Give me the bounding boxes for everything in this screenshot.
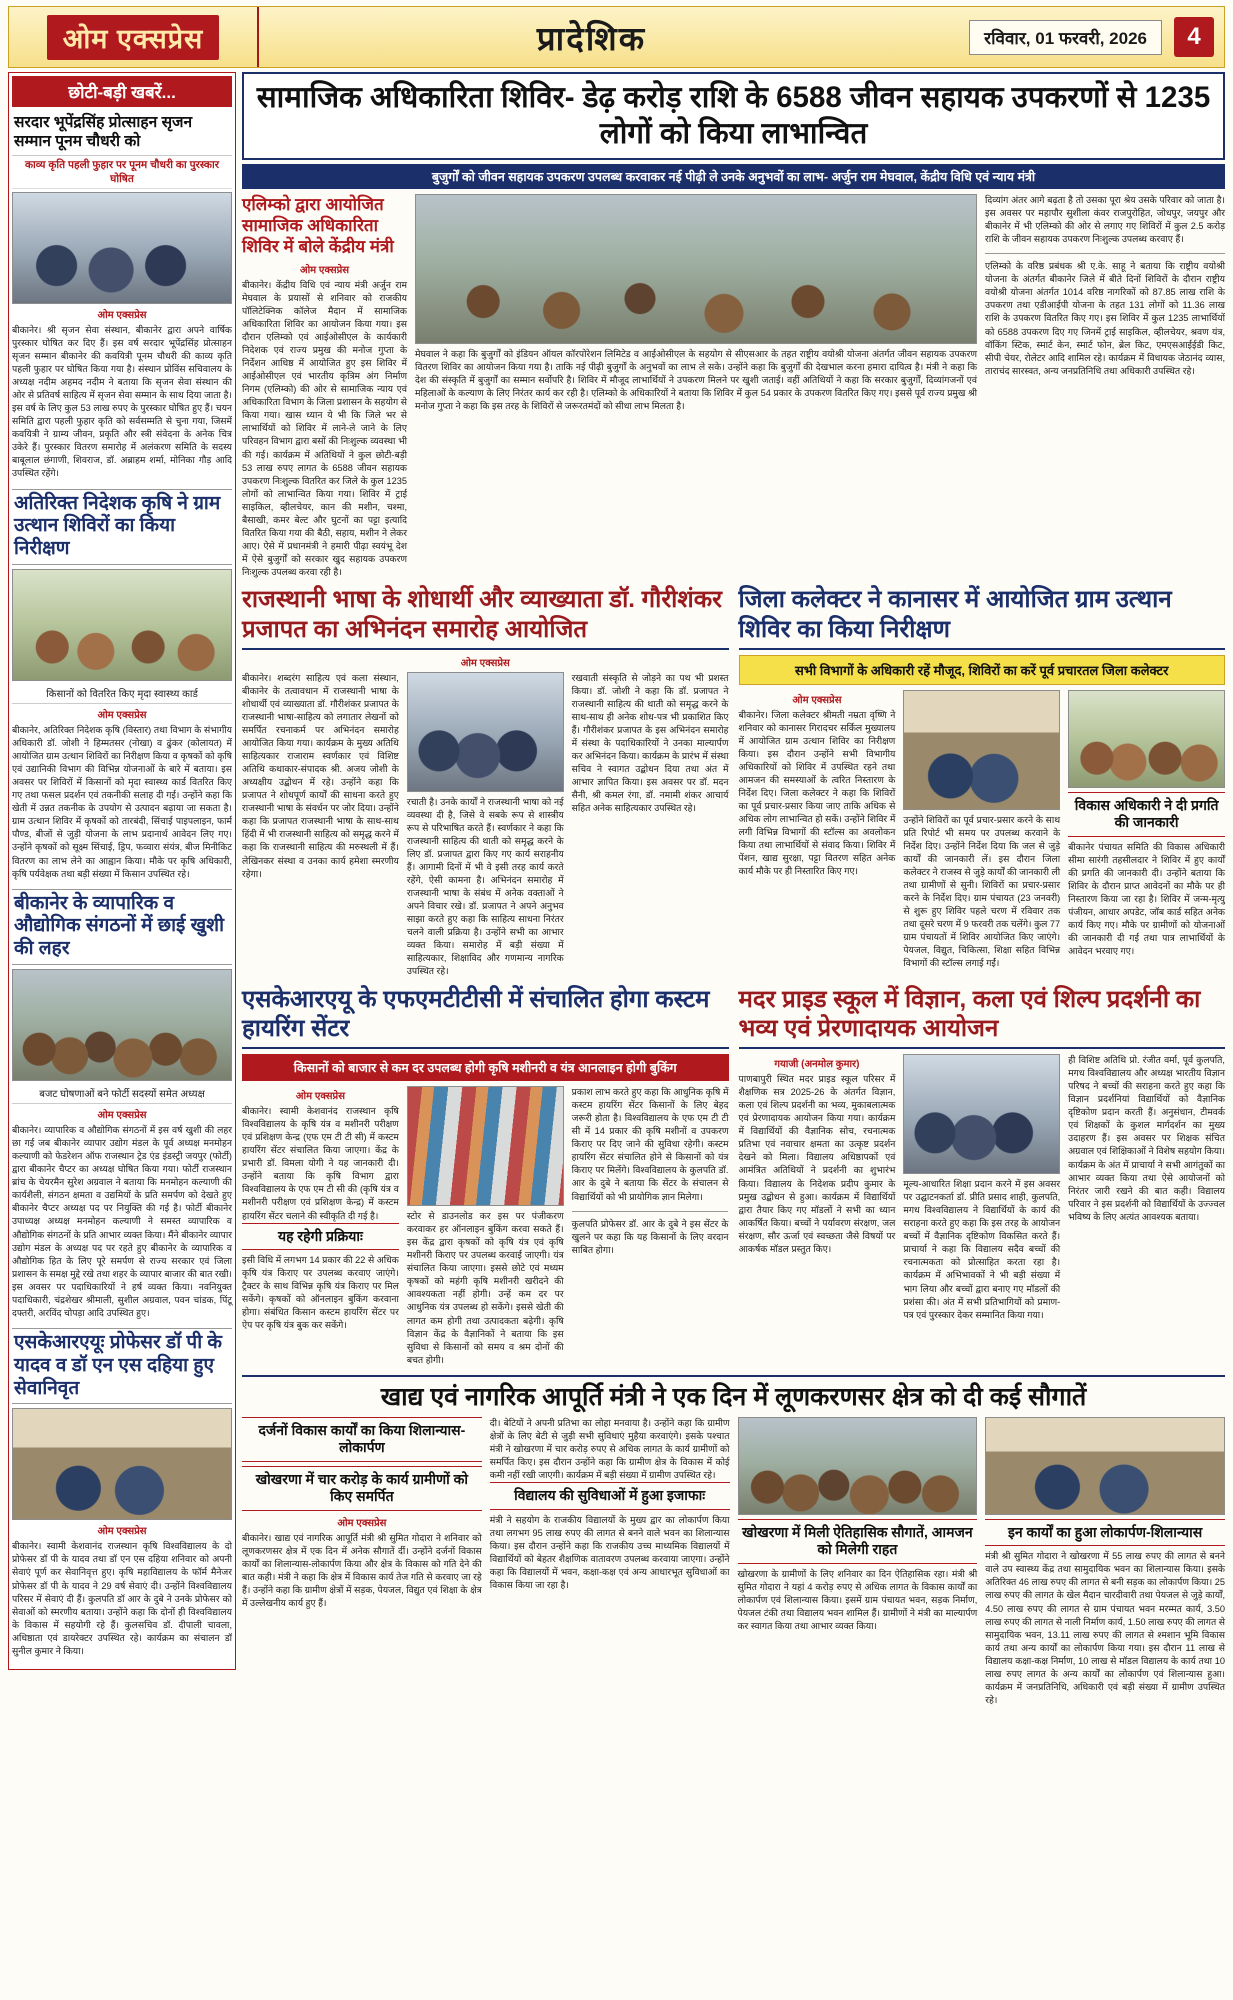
lead-kicker: एलिम्को द्वारा आयोजित सामाजिक अधिकारिता शिविर में बोले केंद्रीय मंत्री: [242, 194, 394, 257]
bottom-col-2: [490, 1417, 730, 1707]
photo-caption: किसानों को वितरित किए मृदा स्वास्थ्य कार्ड: [12, 684, 232, 704]
lead-body-1: बीकानेर। केंद्रीय विधि एवं न्याय मंत्री अर्जुन राम मेघवाल के प्रयासों से शनिवार को राजकीय पॉलिटेक्निक कॉलेज मैदान में सामाजिक अधिकारिता शिविर का आयोजन किया गया। इस दौरान एलिम्को एवं आईओसीएल के कार्यकारी निदेशक एवं राज्य प्रमुख की मनोज गुप्ता के निर्देशन आधिष्ठ में आयोजित हुए इस शिविर में आईओसीएल एवं भारतीय कृत्रिम अंग निर्माण निगम (एलिम्को) की ओर से सामाजिक न्याय एवं अधिकारिता विभाग के जिला प्रशासन के सहयोग से किया गया। खास ध्यान ये भी कि जिले भर से लाभार्थियों को शिविर में लाने-ले जाने के लिए परिवहन विभाग द्वारा बसों की निःशुल्क व्यवस्था भी की गई। कार्यक्रम में अतिथियों ने कुल छोटी-बड़ी 53 लाख रुपए लागत के 6588 जीवन सहायक उपकरण निःशुल्क वितरित कर जिले के कुल 1235 लोगों को लाभान्वित किया गया। शिविर में ट्राई साइकिल, व्हीलचेयर, कान की मशीन, चश्मा, बैसाखी, कमर बेल्ट और घुटनों का पट्टा इत्यादि वितरित किया गया की बैठी, सहाय, मशीन ने लेकर आए। ऐसे में प्रधानमंत्री ने हमारी पीढ़ा स्वयंभू देश में ऐसे बुजुर्गों को सरकार खुद सहायक उपकरण निःशुल्क उपलब्ध करवा रही है।: [242, 279, 407, 578]
story-photo: [12, 1408, 232, 1520]
story-skrau-columns: [242, 1086, 729, 1367]
story-collector-ribbon: सभी विभागों के अधिकारी रहें मौजूद, शिविरों का करें पूर्व प्रचारतल जिला कलेक्टर: [739, 655, 1226, 685]
masthead-logo-area: [9, 7, 259, 67]
story-language-col-2: [407, 672, 564, 979]
lead-body-3b: एलिम्को के वरिष्ठ प्रबंधक श्री ए.के. साहू ने बताया कि राष्ट्रीय वयोश्री योजना के अंतर्गत बीकानेर जिले में बीते दिनों शिविरों के दौरान राष्ट्रीय वयोश्री योजना अंतर्गत 1014 वरिष्ठ नागरिकों को 87.85 लाख राशि के उपकरण तथा एडीआईपी योजना के तहत 131 लोगों को 11.36 लाख राशि के उपकरण वितरित किए गए। इस शिविर में कुल 1235 लाभार्थियों को 6588 उपकरण दिए गए जिनमें ट्राई साइकिल, व्हीलचेयर, श्रवण यंत्र, वॉकिंग स्टिक, स्मार्ट केन, स्मार्ट फोन, ब्रेल किट, एमएसआईईडी किट, सीपी चेयर, रोलेटर आदि शामिल रहे। कार्यक्रम में विधायक जेठानंद व्यास, ताराचंद सारस्वत, अन्य जनप्रतिनिधि तथा अधिकारी उपस्थित रहे।: [985, 261, 1225, 376]
story-skrau-col-1: [242, 1086, 399, 1367]
story-collector-body-1: बीकानेर। जिला कलेक्टर श्रीमती नम्रता वृष्णि ने शनिवार को कानासर गिरादचर सर्किल मुख्यालय में आयोजित ग्राम उत्थान शिविर का निरीक्षण किया। इस दौरान उन्होंने सभी विभागीय अधिकारियों को शिविर में उपस्थित रहने तथा आमजन की समस्याओं के त्वरित निस्तारण के निर्देश दिए। जिला कलेक्टर ने कहा कि शिविरों का पूर्व प्रचार-प्रसार किया जाए ताकि अधिक से अधिक लोग लाभान्वित हो सकें। उन्होंने शिविर में लगी विभिन्न विभागों की स्टॉल्स का अवलोकन किया तथा लाभार्थियों से संवाद किया। शिविर में पेंशन, खाद्य सुरक्षा, पट्टा वितरण सहित अनेक कार्य मौके पर ही निस्तारित किए गए।: [738, 709, 896, 877]
story-photo: [12, 569, 232, 681]
bottom-col-3: [738, 1417, 978, 1707]
bottom-subhead-5: इन कार्यों का हुआ लोकार्पण-शिलान्यास: [985, 1519, 1225, 1547]
story-school-columns: [739, 1054, 1226, 1322]
photo-caption: बजट घोषणाओं बने फोर्टी सदस्यों समेत अध्यक्ष: [12, 1084, 232, 1104]
story-collector-subhead: विकास अधिकारी ने दी प्रगति की जानकारी: [1068, 792, 1225, 837]
bottom-col-4: [985, 1417, 1225, 1707]
rail-story-title: बीकानेर के व्यापारिक व औद्योगिक संगठनों में छाई खुशी की लहर: [12, 889, 232, 965]
story-skrau-ribbon: किसानों को बाजार से कम दर उपलब्ध होगी कृषि मशीनरी व यंत्र आनलाइन होगी बुकिंग: [242, 1054, 729, 1081]
story-school-col-1: [739, 1054, 896, 1322]
lead-headline: सामाजिक अधिकारिता शिविर- डेढ़ करोड़ राशि के 6588 जीवन सहायक उपकरणों से 1235 लोगों को किया लाभान्वित: [256, 81, 1211, 150]
story-skrau-col-3: [572, 1086, 729, 1367]
byline: ओम एक्सप्रेस: [97, 709, 147, 721]
story-collector-body-3: बीकानेर पंचायत समिति की विकास अधिकारी सीमा सारंगी तहसीलदार ने शिविर में हुए कार्यों की प्रगति की जानकारी दी। उन्होंने बताया कि शिविर के दौरान प्राप्त आवेदनों का मौके पर ही निस्तारण किया जा रहा है। शिविर में जन्म-मृत्यु पंजीयन, आधार अपडेट, जॉब कार्ड सहित अनेक कार्य किए गए। मौके पर ग्रामीणों को योजनाओं की जानकारी दी गई तथा पात्र लाभार्थियों के आवेदन भरवाए गए।: [1068, 841, 1225, 957]
middle-row: [242, 585, 1225, 978]
rail-story-1: [12, 111, 232, 481]
story-language-body-1: बीकानेर। शब्दरंग साहित्य एवं कला संस्थान, बीकानेर के तत्वावधान में राजस्थानी भाषा के शोधार्थी एवं व्याख्याता डॉ. गौरीशंकर प्रजापत के राजस्थानी भाषा-साहित्य को लगातार लेखनों को समर्पित रचनाकर्म पर अभिनंदन समारोह आयोजित किया गया। कार्यक्रम के मुख्य अतिथि साहित्यकार राजाराम स्वर्णकार एवं विशिष्ट अतिथि कथाकार-संपादक श्री. अजय जोशी के अध्यक्षीय उद्बोधन में रहे। उन्होंने कहा कि प्रजापत ने शोधपूर्ण कार्यों की साधना करते हुए राजस्थानी भाषा के संवर्धन पर जोर दिया। उन्होंने कहा कि प्रजापत राजस्थानी भाषा के साथ-साथ हिंदी में भी राजस्थानी साहित्य को समृद्ध करने में कहा कि राजस्थानी साहित्य की मरुस्थली में हैं। लेखिनकर संस्था व उनका कार्य हमेशा स्मरणीय रहेगा।: [242, 672, 399, 879]
story-skrau-body-1: बीकानेर। स्वामी केशवानंद राजस्थान कृषि विश्वविद्यालय के कृषि यंत्र व मशीनरी परीक्षण एवं प्रशिक्षण केन्द्र (एफ एम टी टी सी) में कस्टम हायरिंग सेंटर संचालित किया जाएगा। केंद्र के प्रभारी डॉ. विमला योगी ने यह जानकारी दी। उन्होंने बताया कि कृषि विभाग द्वारा विश्वविद्यालय के एफ एम टी सी की (कृषि यंत्र व मशीनरी परीक्षण एवं प्रशिक्षण केन्द्र) में कस्टम हायरिंग सेंटर चलाने की स्वीकृति दी गई है।: [242, 1106, 399, 1221]
story-collector-col-2: [903, 690, 1060, 971]
middle-row-2: [242, 985, 1225, 1367]
story-school: [739, 985, 1226, 1367]
story-skrau-body-2: स्टोर से डाउनलोड कर इस पर पंजीकरण करवाकर हर ऑनलाइन बुकिंग करवा सकते हैं। इस केंद्र द्वारा कृषकों को कृषि यंत्र एवं कृषि मशीनरी किराए पर उपलब्ध करवाई जाएगी। यंत्र संचालित किया जाएगा। इससे छोटे एवं मध्यम कृषकों को महंगी कृषि मशीनरी खरीदने की आवश्यकता नहीं होगी। उन्हें कम दर पर आधुनिक यंत्र उपलब्ध हो सकेंगे। इससे खेती की लागत कम होगी तथा उत्पादकता बढ़ेगी। कृषि विज्ञान केंद्र के वैज्ञानिकों ने बताया कि इस सुविधा से किसानों को समय व श्रम दोनों की बचत होगी।: [406, 1211, 564, 1365]
byline: ओम एक्सप्रेस: [299, 264, 350, 276]
story-language-body-2: रचाती है। उनके कार्यों ने राजस्थानी भाषा को नई व्यवस्था दी है, जिसे वे सबके रूप से शास्त्रीय रूप से परिभाषित करते हैं। स्वर्णकार ने कहा कि राजस्थानी साहित्य की थाती को समृद्ध करने के लिए डॉ. प्रजापत द्वारा किए गए कार्य सराहनीय हैं। आगामी दिनों में भी वे इसी तरह कार्य करते रहेंगे, ऐसी कामना है। अभिनंदन समारोह में राजस्थानी भाषा के संबंध में अनेक वक्ताओं ने अपने विचार रखे। डॉ. प्रजापत ने अपने अनुभव साझा करते हुए कहा कि साहित्य साधना निरंतर चलने वाली प्रक्रिया है। उन्होंने सभी का आभार व्यक्त किया। समारोह में बड़ी संख्या में साहित्यकार, शिक्षाविद और गणमान्य नागरिक उपस्थित रहे।: [406, 796, 564, 977]
story-school-body-1: पाणबापुरी स्थित मदर प्राइड स्कूल परिसर में शैक्षणिक सत्र 2025-26 के अंतर्गत विज्ञान, कला एवं शिल्प प्रदर्शनी का भव्य, मुकाबलात्मक एवं प्रेरणादायक आयोजन किया गया। कार्यक्रम में विद्यार्थियों की वैज्ञानिक सोच, रचनात्मक प्रतिभा एवं नवाचार क्षमता का उत्कृष्ट प्रदर्शन देखने को मिला। विद्यालय अधिष्ठापकों एवं आमंत्रित अतिथियों ने प्रदर्शनी का शुभारंभ किया। विद्यालय के निदेशक प्रदीप कुमार के प्रमुख उद्बोधन से हुआ। कार्यक्रम में विद्यार्थियों द्वारा तैयार किए गए मॉडलों ने सभी का ध्यान आकर्षित किया। बच्चों ने पर्यावरण संरक्षण, जल संरक्षण, सौर ऊर्जा एवं स्वच्छता जैसे विषयों पर आकर्षक मॉडल प्रस्तुत किए।: [738, 1074, 896, 1254]
page-number: 4: [1174, 17, 1214, 57]
story-collector-body-2: उन्होंने शिविरों का पूर्व प्रचार-प्रसार करने के साथ प्रति रिपोर्ट भी समय पर उपलब्ध करवाने के निर्देश दिए। उन्होंने निर्देश दिया कि जल से जुड़े कार्यों की जानकारी लें। इस दौरान जिला कलेक्टर ने राजस्व से जुड़े कार्यों की जानकारी ली तथा ग्रामीणों से सुनी। शिविरों का प्रचार-प्रसार करने के निर्देश दिए। ग्राम पंचायत (23 जनवरी) से शुरू हुए शिविर पहले चरण में रविवार तक तथा दूसरे चरण में 9 फरवरी तक चलेंगे। कुल 77 ग्राम पंचायतों में शिविर आयोजित किए जाएंगे। पेयजल, विद्युत, चिकित्सा, शिक्षा सहित विभिन्न विभागों की स्टॉल्स लगाई गईं।: [903, 814, 1061, 969]
story-collector-col-3: [1068, 690, 1225, 971]
bottom-subhead-1: दर्जनों विकास कार्यों का किया शिलान्यास-लोकार्पण: [242, 1417, 482, 1462]
rail-heading: छोटी-बड़ी खबरें...: [12, 76, 232, 107]
byline: ओम एक्सप्रेस: [460, 657, 510, 669]
bottom-story-title: खाद्य एवं नागरिक आपूर्ति मंत्री ने एक दिन में लूणकरणसर क्षेत्र को दी कई सौगातें: [380, 1382, 1087, 1411]
story-photo: [903, 690, 1060, 810]
rail-story-subtitle: काव्य कृति पहली फुहार पर पूनम चौधरी का पुरस्कार घोषित: [12, 156, 232, 189]
story-skrau-col-2: [407, 1086, 564, 1367]
bottom-body-4: मंत्री श्री सुमित गोदारा ने खोखरणा में 55 लाख रुपए की लागत से बनने वाले उप स्वास्थ्य केंद्र तथा सामुदायिक भवन का शिलान्यास किया। इसके अतिरिक्त 46 लाख रुपए की लागत से बनी सड़क का लोकार्पण किया। 25 लाख रुपए की लागत के खेल मैदान चारदीवारी तथा पेयजल से जुड़े कार्यों, 4.50 लाख रुपए की लागत से ग्राम पंचायत भवन मरम्मत कार्य, 3.50 लाख रुपए की लागत से नाली निर्माण कार्य, 1.50 लाख रुपए की लागत से सामुदायिक भवन, 13.11 लाख रुपए की लागत से श्मशान भूमि विकास कार्य तथा अन्य कार्यों का लोकार्पण किया गया। इस दौरान 11 लाख से विद्यालय कक्षा-कक्ष निर्माण, 10 लाख से मॉडल विद्यालय के कार्य तथा 10 लाख रुपए लागत के अन्य कार्यों का लोकार्पण एवं शिलान्यास हुआ। कार्यक्रम में जनप्रतिनिधि, अधिकारी एवं बड़ी संख्या में ग्रामीण उपस्थित रहे।: [985, 1551, 1225, 1705]
rail-story-title: अतिरिक्त निदेशक कृषि ने ग्राम उत्थान शिविरों का किया निरीक्षण: [12, 489, 232, 565]
story-collector-columns: [739, 690, 1226, 971]
section-title: प्रादेशिक: [536, 19, 647, 57]
rail-story-title: एसकेआरएयूः प्रोफेसर डॉ पी के यादव व डॉ एन एस दहिया हुए सेवानिवृत: [12, 1328, 232, 1404]
byline: गयाजी (अनमोल कुमार): [774, 1059, 860, 1071]
rail-story-body: बीकानेर। स्वामी केशवानंद राजस्थान कृषि विश्वविद्यालय के दो प्रोफेसर डॉ पी के यादव तथा डॉ एन एस दहिया शनिवार को अपनी सेवाएं पूर्ण कर सेवानिवृत्त हुए। कृषि महाविद्यालय के फॉर्म मैनेजर प्रोफेसर डॉ पी के यादव ने 29 वर्ष सेवाएं दी। उन्होंने विश्वविद्यालय परिसर में सेवाएं दी हैं। कुलपति डॉ आर के दुबे ने उनके प्रोफेसर को सेवाओं को स्मरणीय बताया। उन्होंने कहा कि दोनों ही विश्वविद्यालय के विकास में सहयोगी रहे हैं। कुलसचिव डॉ. दीपाली चावला, अधिष्ठाता एवं डायरेक्टर उपस्थित रहे। कार्यक्रम का संचालन डॉ सुनील कुमार ने किया।: [12, 1541, 232, 1656]
story-photo: [738, 1417, 978, 1515]
story-language-body-3: रखवाती संस्कृति से जोड़ने का पथ भी प्रशस्त किया। डॉ. जोशी ने कहा कि डॉ. प्रजापत ने राजस्थानी साहित्य की थाती को समृद्ध करने के साथ-साथ ही अनेक शोध-पत्र भी प्रकाशित किए हैं। गौरीशंकर प्रजापत के इस अभिनंदन समारोह में संस्था के पदाधिकारियों ने उनका माल्यार्पण कर अभिनंदन किया। कार्यक्रम के प्रारंभ में संस्था सचिव ने स्वागत उद्बोधन दिया तथा अंत में आभार ज्ञापित किया। इस अवसर पर डॉ. मदन सैनी, श्री कमल रंगा, डॉ. नमामी शंकर आचार्य सहित अनेक साहित्यकार उपस्थित रहे।: [571, 672, 729, 814]
story-skrau: [242, 985, 729, 1367]
story-skrau-body-3: प्रकाश लाभ करते हुए कहा कि आधुनिक कृषि में कस्टम हायरिंग सेंटर किसानों के लिए बेहद जरूरी होता है। विश्वविद्यालय के एफ एम टी टी सी में 14 प्रकार की कृषि मशीनों व उपकरण किराए पर दिए जाने की सुविधा रहेगी। कस्टम हायरिंग सेंटर संचालित होने से किसानों को यंत्र किराए पर मिलेंगे। विश्वविद्यालय के कुलपति डॉ. आर के दुबे ने बताया कि सेंटर के संचालन से विद्यार्थियों को भी प्रायोगिक ज्ञान मिलेगा।: [571, 1087, 729, 1202]
lead-col-1: [242, 194, 407, 579]
story-photo: [407, 1086, 564, 1206]
lead-photo: [415, 194, 977, 344]
bottom-subhead-4: खोखरणा में मिली ऐतिहासिक सौगातें, आमजन को मिलेगी राहत: [738, 1519, 978, 1564]
bottom-body-2b: मंत्री ने सहयोग के राजकीय विद्यालयों के मुख्य द्वार का लोकार्पण किया तथा लगभग 95 लाख रुपए की लागत से बनने वाले भवन का शिलान्यास किया। इस दौरान उन्होंने कहा कि राजकीय उच्च माध्यमिक विद्यालयों में विद्यार्थियों को बेहतर शैक्षणिक वातावरण उपलब्ध करवाया जाएगा। उन्होंने कहा कि विद्यालयों में भवन, कक्षा-कक्ष एवं अन्य आधारभूत सुविधाओं का विकास किया जा रहा है।: [489, 1514, 730, 1590]
story-collector-col-1: [739, 690, 896, 971]
rail-story-3: [12, 889, 232, 1320]
lead-body-2: मेघवाल ने कहा कि बुजुर्गों को इंडियन ऑयल कॉरपोरेशन लिमिटेड व आईओसीएल के सहयोग से सीएसआर के तहत राष्ट्रीय वयोश्री योजना अंतर्गत जीवन सहायक उपकरण वितरण शिविर का आयोजन किया गया है। ताकि नई पीढ़ी बुजुर्गों के अनुभवों का लाभ ले सके। उन्होंने कहा कि बुजुर्गों की देखभाल करना हमारा दायित्व है। मंत्री ने कहा कि देश की संस्कृति में बुजुर्गों का सम्मान सर्वोपरि है। शिविर में मौजूद लाभार्थियों ने उपकरण मिलने पर खुशी जताई। वहीं अतिथियों ने कहा कि सरकार बुजुर्गों, दिव्यांगजनों एवं महिलाओं के कल्याण के लिए निरंतर कार्य कर रही है। एलिम्को के अधिकारियों ने बताया कि शिविर में कुल 54 प्रकार के उपकरण वितरित किए गए। इससे पूर्व राज्य प्रमुख श्री मनोज गुप्ता ने कहा कि इस तरह के शिविरों से जरूरतमंदों को सीधा लाभ मिलता है।: [415, 348, 977, 412]
bottom-body-1: बीकानेर। खाद्य एवं नागरिक आपूर्ति मंत्री श्री सुमित गोदारा ने शनिवार को लूणकरणसर क्षेत्र में एक दिन में अनेक सौगातें दीं। उन्होंने दर्जनों विकास कार्यों का शिलान्यास-लोकार्पण किया और क्षेत्र के विकास को गति देने की बात कही। मंत्री ने कहा कि क्षेत्र में विकास कार्य तेज गति से करवाए जा रहे हैं। उन्होंने कहा कि ग्रामीण क्षेत्रों में सड़क, पेयजल, विद्युत एवं शिक्षा के क्षेत्र में उल्लेखनीय कार्य हुए हैं।: [242, 1532, 482, 1609]
story-school-body-3: ही विशिष्ट अतिथि प्रो. रंजीत वर्मा, पूर्व कुलपति, मगध विश्वविद्यालय और अध्यक्ष भारतीय विज्ञान परिषद ने बच्चों की सराहना करते हुए कहा कि विज्ञान प्रदर्शनियां विद्यार्थियों को वैज्ञानिक दृष्टिकोण प्रदान करती हैं। अनुसंधान, टीमवर्क एवं शिक्षकों के कुशल मार्गदर्शन का मुख्य उदाहरण हैं। इस अवसर पर शिक्षक संचित अग्रवाल एवं शिक्षिकाओं ने विशेष सहयोग किया। कार्यक्रम के अंत में प्राचार्या ने सभी आगंतुकों का आभार व्यक्त किया तथा ऐसे आयोजनों को निरंतर जारी रखने की बात कही। विद्यालय परिवार ने इस प्रदर्शनी को विद्यार्थियों के उज्ज्वल भविष्य के लिए अत्यंत आवश्यक बताया।: [1068, 1055, 1225, 1222]
bottom-col-1: [242, 1417, 482, 1707]
byline: ओम एक्सप्रेस: [337, 1517, 387, 1529]
lead-columns: [242, 194, 1225, 579]
bottom-body-3: खोखरणा के ग्रामीणों के लिए शनिवार का दिन ऐतिहासिक रहा। मंत्री श्री सुमित गोदारा ने यहां 4 करोड़ रुपए से अधिक लागत के विकास कार्यों का लोकार्पण एवं शिलान्यास किया। इसमें ग्राम पंचायत भवन, सड़क निर्माण, पेयजल टंकी तथा विद्यालय भवन शामिल हैं। ग्रामीणों ने मंत्री का माल्यार्पण कर स्वागत किया तथा आभार व्यक्त किया।: [737, 1568, 978, 1632]
story-collector-title: जिला कलेक्टर ने कानासर में आयोजित ग्राम उत्थान शिविर का किया निरीक्षण: [739, 585, 1226, 650]
divider: [985, 253, 1225, 254]
story-photo: [985, 1417, 1225, 1515]
bottom-subhead-3: विद्यालय की सुविधाओं में हुआ इजाफाः: [490, 1482, 730, 1510]
rail-story-body: बीकानेर, अतिरिक्त निदेशक कृषि (विस्तार) तथा विभाग के संभागीय अधिकारी डॉ. जोशी ने हिम्मतसर (नोखा) व ढुंकर (कोलायत) में आयोजित ग्राम उत्थान शिविरों का निरीक्षण किया व कृषकों को कृषि एवं उद्यानिकी विभाग की विभिन्न योजनाओं के बारे में बताया। इस अवसर पर शिविरों में किसानों को मृदा स्वास्थ्य कार्ड वितरित किए गए तथा फसल प्रदर्शन एवं तकनीकी सलाह दी गई। उन्होंने कहा कि खेती में उन्नत तकनीक के उपयोग से उत्पादन बढ़ाया जा सकता है। ग्राम उत्थान शिविर में कृषकों को तारबंदी, सिंचाई पाइपलाइन, फार्म पौण्ड, बीजों से जुड़ी योजना के लाभ प्रदानार्थ आवेदन लिए गए। उन्होंने कृषकों को सूक्ष्म सिंचाई, ड्रिप, फव्वारा संयंत्र, बीज मिनीकिट वितरण का लाभ लेने का आह्वान किया। मौके पर कृषि अधिकारी, कृषि पर्यवेक्षक तथा बड़ी संख्या में किसान उपस्थित रहे।: [12, 724, 232, 879]
story-photo: [903, 1054, 1060, 1174]
rail-story-4: [12, 1328, 232, 1658]
lead-headline-box: [242, 72, 1225, 160]
lead-col-3: [985, 194, 1225, 579]
story-language: [242, 585, 729, 978]
story-collector: [739, 585, 1226, 978]
story-photo: [407, 672, 564, 792]
bottom-body-2: दी। बेटियों ने अपनी प्रतिभा का लोहा मनवाया है। उन्होंने कहा कि ग्रामीण क्षेत्रों के लिए बेटी से जुड़ी सभी सुविधाएं मुहैया करवाएंगे। इसके पश्चात मंत्री ने खोखरणा में चार करोड़ रुपए से अधिक लागत के कार्य ग्रामीणों को समर्पित किए। इस दौरान उन्होंने कहा कि ग्रामीण क्षेत्र के विकास में कोई कमी नहीं रखी जाएगी। कार्यक्रम में बड़ी संख्या में ग्रामीण उपस्थित रहे।: [489, 1417, 730, 1481]
bottom-story: [242, 1375, 1225, 1707]
bottom-story-columns: [242, 1417, 1225, 1707]
story-skrau-subhead: यह रहेगी प्रक्रियाः: [242, 1223, 399, 1251]
story-skrau-title: एसकेआरएयू के एफएमटीटीसी में संचालित होगा कस्टम हायरिंग सेंटर: [242, 985, 729, 1050]
rail-story-title: सरदार भूपेंद्रसिंह प्रोत्साहन सृजन सम्मान पूनम चौधरी को: [12, 111, 232, 156]
masthead-meta: [924, 7, 1224, 67]
story-language-title: राजस्थानी भाषा के शोधार्थी और व्याख्याता डॉ. गौरीशंकर प्रजापत का अभिनंदन समारोह आयोजित: [242, 585, 729, 650]
newspaper-logo: ओम एक्सप्रेस: [47, 15, 220, 60]
lead-col-2: [415, 194, 977, 579]
story-photo: [1068, 690, 1225, 788]
story-school-col-2: [903, 1054, 1060, 1322]
page-content: [8, 72, 1225, 1707]
story-school-body-2: मूल्य-आधारित शिक्षा प्रदान करने में इस अवसर पर उद्घाटनकर्ता डॉ. प्रीति प्रसाद शाही, कुलपति, मगध विश्वविद्यालय ने विद्यार्थियों के कार्य की सराहना करते हुए कहा कि इस तरह के आयोजन बच्चों में वैज्ञानिक दृष्टिकोण विकसित करते हैं। प्राचार्या ने कहा कि विद्यालय सदैव बच्चों की रचनात्मकता को प्रोत्साहित करता रहा है। कार्यक्रम में अभिभावकों ने भी बड़ी संख्या में भाग लिया और बच्चों द्वारा बनाए गए मॉडलों की प्रशंसा की। अंत में सभी प्रतिभागियों को प्रमाण-पत्र एवं पुरस्कार देकर सम्मानित किया गया।: [903, 1179, 1061, 1320]
byline: ओम एक्सप्रेस: [792, 694, 842, 706]
story-language-columns: [242, 672, 729, 979]
story-school-col-3: [1068, 1054, 1225, 1322]
rail-story-2: [12, 489, 232, 881]
rail-story-body: बीकानेर। श्री सृजन सेवा संस्थान, बीकानेर द्वारा अपने वार्षिक पुरस्कार घोषित कर दिए हैं। इस वर्ष सरदार भूपेंद्रसिंह प्रोत्साहन सृजन सम्मान बीकानेर की कवयित्री पूनम चौधरी की काव्य कृति पहली फुहार पर घोषित किया गया है। संस्थान प्रोविंस सचिवालय के अध्यक्ष नदीम अहमद नदीम ने बताया कि सृजन सेवा संस्थान की ओर से प्रतिवर्ष साहित्य में सृजन सेवा सम्मान के साथ दिया जाता है। इस वर्ष के लिए कुल 53 लाख रुपए के पुरस्कार घोषित हुए हैं। चयन समिति द्वारा पहली फुहार कृति को सर्वसम्मति से चुना गया, जिसमें कवयित्री ने ग्राम्य जीवन, प्रकृति और स्त्री संवेदना के अनेक चित्र उकेरे हैं। पुरस्कार वितरण समारोह में अलंकरण समिति के सदस्य बाबूलाल छंगाणी, शिवराज, डॉ. अब्राहम शर्मा, मोनिका गौड़ आदि उपस्थित रहेंगे।: [12, 324, 232, 479]
story-photo: [12, 969, 232, 1081]
main-area: [242, 72, 1225, 1707]
byline: ओम एक्सप्रेस: [97, 309, 147, 321]
divider: [572, 1211, 729, 1212]
left-rail: [8, 72, 236, 1670]
byline: ओम एक्सप्रेस: [295, 1091, 345, 1103]
lead-ribbon: बुजुर्गों को जीवन सहायक उपकरण उपलब्ध करवाकर नई पीढ़ी ले उनके अनुभवों का लाभ- अर्जुन राम मेघवाल, केंद्रीय विधि एवं न्याय मंत्री: [242, 164, 1225, 189]
lead-body-3a: दिव्यांग अंतर आगे बढ़ता है तो उसका पूरा श्रेय उसके परिवार को जाता है। इस अवसर पर महापौर सुशीला कंवर राजपुरोहित, जोधपुर, जयपुर और बीकानेर में भी एलिम्को की ओर से लगाए गए शिविरों में कुल 2.5 करोड़ राशि के जीवन सहायक उपकरण निःशुल्क उपलब्ध करवाए हैं।: [985, 194, 1225, 245]
bottom-subhead-2: खोखरणा में चार करोड़ के कार्य ग्रामीणों को किए समर्पित: [242, 1466, 482, 1511]
masthead: [8, 6, 1225, 68]
story-skrau-body-1b: इसी विधि में लगभग 14 प्रकार की 22 से अधिक कृषि यंत्र किराए पर उपलब्ध करवाए जाएंगे। ट्रैक्टर के साथ विभिन्न कृषि यंत्र किराए पर मिल सकेंगे। कृषकों को ऑनलाइन बुकिंग करवाना होगा। संबंधित किसान कस्टम हायरिंग सेंटर पर ऐप पर कृषि यंत्र बुक कर सकेंगे।: [242, 1255, 399, 1331]
rail-story-body: बीकानेर। व्यापारिक व औद्योगिक संगठनों में इस वर्ष खुशी की लहर छा गई जब बीकानेर व्यापार उद्योग मंडल के पूर्व अध्यक्ष मनमोहन कल्याणी को फेडरेशन ऑफ राजस्थान ट्रेड एंड इंडस्ट्री जयपुर (फोर्टी) द्वारा बीकानेर चैप्टर का अध्यक्ष घोषित किया गया। फोर्टी राजस्थान ब्रांच के चेयरमैन सुरेश अग्रवाल ने बताया कि मनमोहन कल्याणी की कार्यशैली, संगठन क्षमता व उद्यमियों के प्रति समर्पण को देखते हुए बीकानेर चैप्टर अध्यक्ष पद पर नियुक्ति की गई है। फोर्टी बीकानेर उपाध्यक्ष अध्यक्ष मनमोहन कल्याणी ने समस्त व्यापारिक व औद्योगिक संगठनों के प्रति आभार व्यक्त किया। मैंने बीकानेर व्यापार उद्योग मंडल के अध्यक्ष पद पर रहते हुए बीकानेर के व्यापारिक व औद्योगिक हित के लिए पूरे समर्पण से राज्य सरकार एवं जिला प्रशासन के समक्ष मुद्दे रखे तथा शहर के व्यापार बाजार की बात रखी। इस अवसर पर पदाधिकारियों ने हर्ष व्यक्त किया। नवनियुक्त पदाधिकारी, चंद्रशेखर श्रीमाली, सुशील अग्रवाल, पवन चांडक, पिंटू दफ्तरी, अरविंद चोपड़ा आदि उपस्थित हुए।: [12, 1125, 233, 1318]
byline: ओम एक्सप्रेस: [97, 1110, 147, 1122]
story-skrau-body-3b: कुलपति प्रोफेसर डॉ. आर के दुबे ने इस सेंटर के खुलने पर कहा कि यह किसानों के लिए वरदान साबित होगा।: [571, 1218, 729, 1255]
issue-date: रविवार, 01 फरवरी, 2026: [969, 20, 1162, 55]
story-photo: [12, 192, 232, 304]
story-school-title: मदर प्राइड स्कूल में विज्ञान, कला एवं शिल्प प्रदर्शनी का भव्य एवं प्रेरणादायक आयोजन: [739, 985, 1226, 1050]
byline: ओम एक्सप्रेस: [97, 1526, 147, 1538]
